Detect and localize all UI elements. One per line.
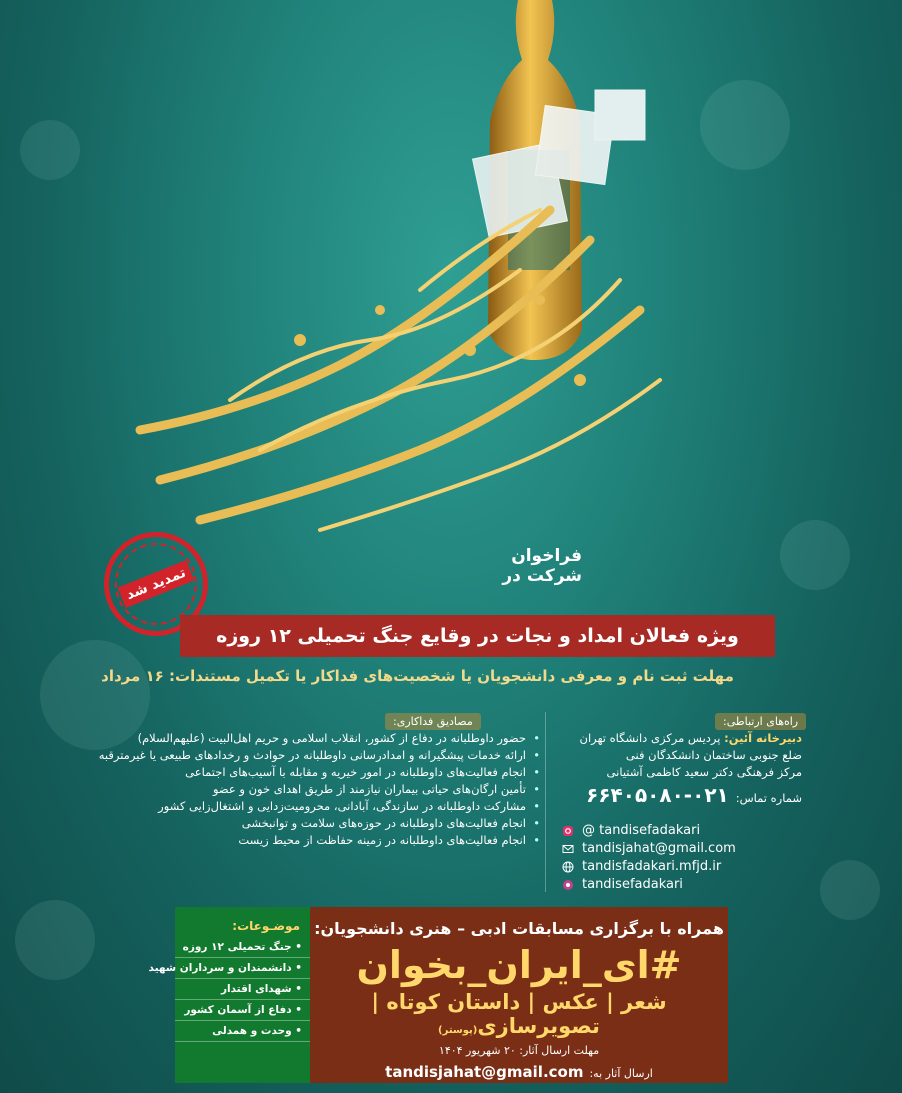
- submission-deadline: مهلت ارسال آثار: ۲۰ شهریور ۱۴۰۴: [438, 1044, 600, 1057]
- list-item: انجام فعالیت‌های داوطلبانه در زمینه حفاظت از محیط زیست •: [60, 832, 540, 849]
- topics-title: موضـوعات:: [232, 919, 300, 933]
- messenger-icon: [562, 879, 574, 891]
- mail-icon: [562, 843, 574, 855]
- send-works-label: ارسال آثار به:: [589, 1067, 653, 1080]
- examples-title: مصادیق فداکاری:: [385, 713, 481, 730]
- email-link[interactable]: [562, 840, 736, 858]
- list-item: ارائه خدمات پیشگیرانه و امدادرسانی داوطلبانه در حوادث و رخدادهای طبیعی یا غیرمترقبه •: [60, 747, 540, 764]
- website-url: tandisfadakari.mfjd.ir: [582, 859, 722, 874]
- address-line: پردیس مرکزی دانشگاه تهران: [579, 731, 721, 745]
- address-line: ضلع جنوبی ساختمان دانشکدگان فنی: [625, 748, 802, 762]
- messenger-link[interactable]: [562, 876, 736, 894]
- contact-info: [557, 730, 802, 809]
- list-item: انجام فعالیت‌های داوطلبانه در حوزه‌های سلامت و توانبخشی •: [60, 815, 540, 832]
- contest-box: [310, 907, 728, 1083]
- list-item: تأمین ارگان‌های حیاتی بیماران نیازمند از طریق اهدای خون و عضو •: [60, 781, 540, 798]
- topic-item: • شهدای اقتدار: [175, 979, 310, 1000]
- email-address: tandisjahat@gmail.com: [582, 841, 736, 856]
- address-line: مرکز فرهنگی دکتر سعید کاظمی آشتیانی: [606, 765, 802, 779]
- stamp-text: تمدید شد: [117, 560, 195, 608]
- list-item: حضور داوطلبانه در دفاع از کشور، انقلاب اسلامی و حریم اهل‌البیت (علیهم‌السلام) •: [60, 730, 540, 747]
- bokeh-decoration: [780, 520, 850, 590]
- special-banner: ویژه فعالان امداد و نجات در وقایع جنگ تحمیلی ۱۲ روزه: [180, 615, 775, 657]
- topic-item: • دانشمندان و سرداران شهید: [175, 958, 310, 979]
- topics-box: [148, 907, 310, 1083]
- column-divider: [545, 712, 546, 892]
- contest-heading: همراه با برگزاری مسابقات ادبی – هنری دانشجویان:: [314, 919, 724, 938]
- registration-deadline: مهلت ثبت نام و معرفی دانشجویان یا شخصیت‌های فداکار یا تکمیل مستندات: ۱۶ مرداد: [101, 667, 734, 685]
- list-item: انجام فعالیت‌های داوطلبانه در امور خیریه و مقابله با آسیب‌های اجتماعی •: [60, 764, 540, 781]
- messenger-handle: tandisefadakari: [582, 877, 683, 892]
- topic-item: • جنگ تحمیلی ۱۲ روزه: [175, 937, 310, 958]
- contact-title: راه‌های ارتباطی:: [715, 713, 806, 730]
- topic-item: • وحدت و همدلی: [175, 1021, 310, 1042]
- bokeh-decoration: [20, 120, 80, 180]
- website-link[interactable]: [562, 858, 736, 876]
- instagram-link[interactable]: [562, 822, 736, 840]
- examples-list: [60, 730, 540, 849]
- poster-note: (پوستر): [438, 1025, 478, 1036]
- call-line-1: فراخوان: [511, 546, 582, 566]
- contest-hashtag: #ای_ایران_بخوان: [356, 943, 682, 987]
- call-line-2: شرکت در: [502, 566, 582, 586]
- call-heading: [502, 546, 582, 586]
- phone-number[interactable]: ۰۲۱-۶۶۴۰۵۰۸۰: [586, 783, 729, 807]
- instagram-handle: @ tandisefadakari: [582, 823, 701, 838]
- secretariat-label: دبیرخانه آئین:: [724, 731, 802, 745]
- bokeh-decoration: [15, 900, 95, 980]
- contest-categories: شعر | عکس | داستان کوتاه | تصویرسازی: [371, 990, 667, 1038]
- submission-email[interactable]: tandisjahat@gmail.com: [385, 1063, 584, 1081]
- calligraphy-title-artwork: [120, 150, 680, 570]
- social-links: [562, 822, 736, 894]
- phone-label: شماره تماس:: [735, 791, 802, 805]
- globe-icon: [562, 861, 574, 873]
- list-item: مشارکت داوطلبانه در سازندگی، آبادانی، محرومیت‌زدایی و اشتغال‌زایی کشور •: [60, 798, 540, 815]
- bokeh-decoration: [820, 860, 880, 920]
- instagram-icon: [562, 825, 574, 837]
- bokeh-decoration: [700, 80, 790, 170]
- topic-item: • دفاع از آسمان کشور: [175, 1000, 310, 1021]
